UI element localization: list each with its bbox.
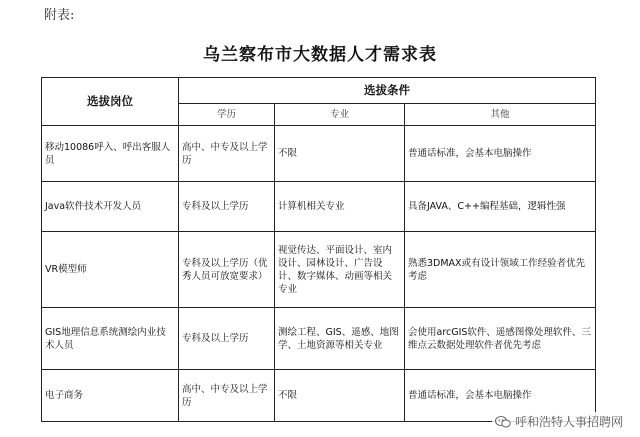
talent-demand-table <box>41 77 596 422</box>
header-position: 选拔岗位 <box>42 78 179 126</box>
cell-other: 熟悉3DMAX或有设计领域工作经验者优先考虑 <box>405 232 596 308</box>
cell-other: 普通话标准，会基本电脑操作 <box>405 370 596 422</box>
cell-position: GIS地理信息系统测绘内业技术人员 <box>42 308 179 370</box>
cell-other: 具备JAVA、C++编程基础，逻辑性强 <box>405 182 596 232</box>
cell-education: 高中、中专及以上学历 <box>179 370 275 422</box>
page-title: 乌兰察布市大数据人才需求表 <box>203 45 437 65</box>
cell-position: 移动10086呼入、呼出客服人员 <box>42 126 179 182</box>
table-row <box>42 308 596 370</box>
cell-education: 专科及以上学历 <box>179 182 275 232</box>
cell-major: 不限 <box>275 126 405 182</box>
table-row <box>42 232 596 308</box>
header-conditions: 选拔条件 <box>179 78 596 104</box>
cell-education: 专科及以上学历（优秀人员可放宽要求） <box>179 232 275 308</box>
cell-education: 专科及以上学历 <box>179 308 275 370</box>
watermark <box>492 412 626 431</box>
cell-major: 计算机相关专业 <box>275 182 405 232</box>
header-major: 专业 <box>275 104 405 126</box>
cell-major: 不限 <box>275 370 405 422</box>
wechat-icon <box>495 415 511 429</box>
header-education: 学历 <box>179 104 275 126</box>
cell-other: 普通话标准，会基本电脑操作 <box>405 126 596 182</box>
table-row <box>42 126 596 182</box>
cell-position: Java软件技术开发人员 <box>42 182 179 232</box>
cell-position: 电子商务 <box>42 370 179 422</box>
cell-other: 会使用arcGIS软件、遥感图像处理软件、三维点云数据处理软件者优先考虑 <box>405 308 596 370</box>
table-row <box>42 182 596 232</box>
annex-label: 附表: <box>44 8 75 23</box>
cell-position: VR模型师 <box>42 232 179 308</box>
watermark-text: 呼和浩特人事招聘网 <box>514 415 623 429</box>
cell-major: 视觉传达、平面设计、室内设计、园林设计、广告设计、数字媒体、动画等相关专业 <box>275 232 405 308</box>
cell-education: 高中、中专及以上学历 <box>179 126 275 182</box>
cell-major: 测绘工程、GIS、遥感、地图学、土地资源等相关专业 <box>275 308 405 370</box>
header-other: 其他 <box>405 104 596 126</box>
